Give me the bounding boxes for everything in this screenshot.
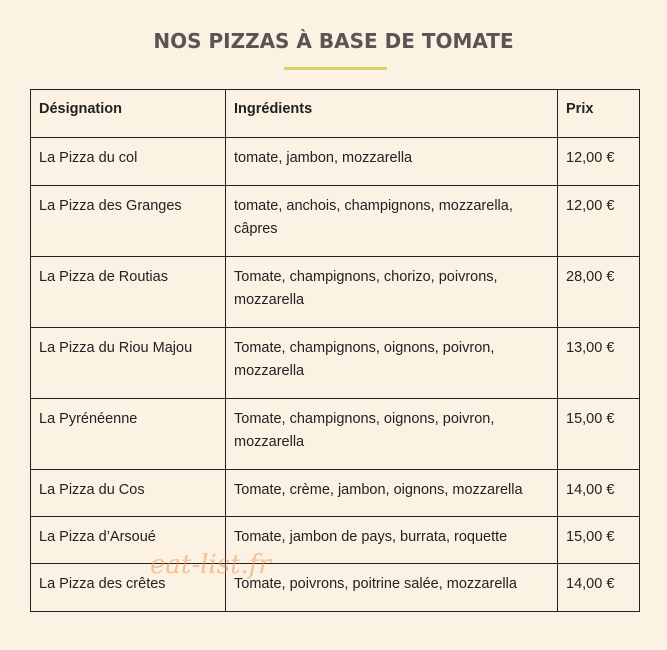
table-row xyxy=(31,399,640,470)
table-row xyxy=(31,517,640,564)
pizza-ingredients: Tomate, crème, jambon, oignons, mozzarella xyxy=(226,470,558,517)
pizza-name: La Pizza des crêtes xyxy=(31,564,226,612)
pizza-ingredients: Tomate, champignons, oignons, poivron, mozzarella xyxy=(226,328,558,399)
pizza-name: La Pizza des Granges xyxy=(31,186,226,257)
pizza-price: 15,00 € xyxy=(558,399,640,470)
header-price: Prix xyxy=(558,90,640,138)
watermark: eat-list.fr xyxy=(150,550,271,580)
pizza-ingredients: Tomate, jambon de pays, burrata, roquette xyxy=(226,517,558,564)
pizza-price: 14,00 € xyxy=(558,470,640,517)
pizza-name: La Pyrénéenne xyxy=(31,399,226,470)
pizza-name: La Pizza du Riou Majou xyxy=(31,328,226,399)
pizza-ingredients: tomate, anchois, champignons, mozzarella, câpres xyxy=(226,186,558,257)
header-ingredients: Ingrédients xyxy=(226,90,558,138)
table-row xyxy=(31,138,640,186)
pizza-name: La Pizza du col xyxy=(31,138,226,186)
table-row xyxy=(31,257,640,328)
pizza-menu-table xyxy=(30,89,640,612)
pizza-ingredients: Tomate, champignons, oignons, poivron, mozzarella xyxy=(226,399,558,470)
pizza-price: 14,00 € xyxy=(558,564,640,612)
table-header-row xyxy=(31,90,640,138)
table-row xyxy=(31,564,640,612)
title-underline xyxy=(284,67,387,70)
pizza-price: 15,00 € xyxy=(558,517,640,564)
pizza-price: 13,00 € xyxy=(558,328,640,399)
header-designation: Désignation xyxy=(31,90,226,138)
table-row xyxy=(31,470,640,517)
pizza-name: La Pizza de Routias xyxy=(31,257,226,328)
pizza-ingredients: Tomate, champignons, chorizo, poivrons, mozzarella xyxy=(226,257,558,328)
pizza-name: La Pizza du Cos xyxy=(31,470,226,517)
pizza-ingredients: tomate, jambon, mozzarella xyxy=(226,138,558,186)
pizza-price: 12,00 € xyxy=(558,138,640,186)
pizza-price: 12,00 € xyxy=(558,186,640,257)
pizza-ingredients: Tomate, poivrons, poitrine salée, mozzarella xyxy=(226,564,558,612)
table-row xyxy=(31,186,640,257)
table-row xyxy=(31,328,640,399)
page-title: NOS PIZZAS À BASE DE TOMATE xyxy=(153,29,514,53)
pizza-price: 28,00 € xyxy=(558,257,640,328)
pizza-name: La Pizza d’Arsoué xyxy=(31,517,226,564)
